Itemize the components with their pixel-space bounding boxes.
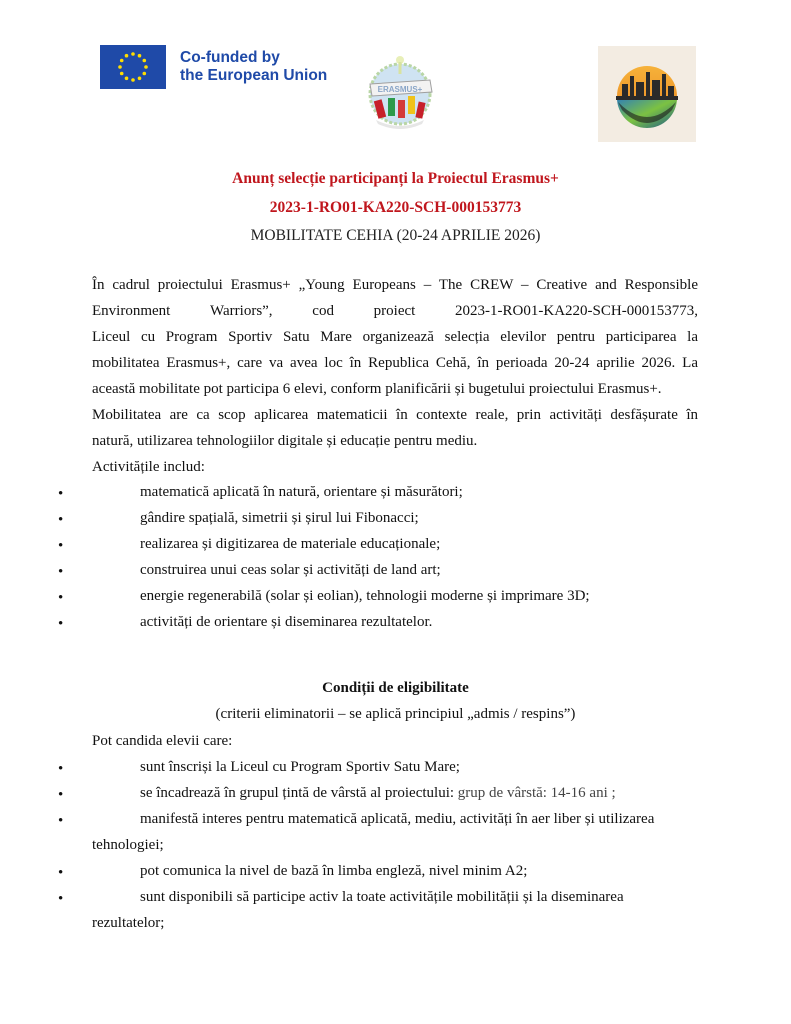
eligibility-item: sunt înscriși la Liceul cu Program Sportiv Satu Mare; — [140, 759, 460, 775]
eligibility-heading: Condiții de eligibilitate — [322, 680, 469, 696]
eligibility-item-continuation: tehnologiei; — [92, 837, 164, 853]
intro-project-code: 2023-1-RO01-KA220-SCH-000153773, — [455, 303, 698, 319]
intro-line-6: Mobilitatea are ca scop aplicarea matematicii în contexte reale, prin activități desfășurate în — [92, 407, 698, 423]
eligibility-item: pot comunica la nivel de bază în limba engleză, nivel minim A2; — [140, 863, 528, 879]
bullet-icon: • — [58, 486, 64, 502]
bullet-icon: • — [58, 787, 64, 803]
eligibility-item: manifestă interes pentru matematică aplicată, mediu, activități în aer liber și utilizarea — [140, 811, 655, 827]
age-group-value: grup de vârstă: 14-16 ani ; — [457, 785, 616, 801]
bullet-icon: • — [58, 865, 64, 881]
intro-line-7: natură, utilizarea tehnologiilor digitale și educație pentru mediu. — [92, 433, 478, 449]
erasmus-kids-logo-icon — [362, 50, 438, 132]
bullet-icon: • — [58, 564, 64, 580]
eligibility-item-text: se încadrează în grupul țintă de vârstă al proiectului: — [140, 785, 458, 801]
bullet-icon: • — [58, 590, 64, 606]
eligibility-item-continuation: rezultatelor; — [92, 915, 165, 931]
intro-word: Environment — [92, 303, 171, 319]
intro-word: proiect — [373, 303, 416, 319]
activity-item: realizarea și digitizarea de materiale educaționale; — [140, 536, 441, 552]
eu-flag-icon — [100, 45, 166, 89]
eu-logo-line2: the European Union — [180, 67, 328, 84]
intro-word: Warriors”, — [210, 303, 273, 319]
intro-line-3: Liceul cu Program Sportiv Satu Mare organizează selecția elevilor pentru participarea la — [92, 329, 698, 345]
eligibility-item: sunt disponibili să participe activ la toate activitățile mobilității și la diseminarea — [140, 889, 624, 905]
intro-line-4: mobilitatea Erasmus+, care va avea loc în Republica Cehă, în perioada 20-24 aprilie 2026. La — [92, 355, 698, 371]
mobility-subtitle: MOBILITATE CEHIA (20-24 APRILIE 2026) — [250, 227, 541, 244]
eligibility-intro: Pot candida elevii care: — [92, 733, 233, 749]
activity-item: activități de orientare și diseminarea rezultatelor. — [140, 614, 433, 630]
eu-logo-line1: Co-funded by — [180, 49, 280, 66]
announcement-title: Anunț selecție participanți la Proiectul Erasmus+ — [232, 170, 559, 187]
activity-item: matematică aplicată în natură, orientare și măsurători; — [140, 484, 463, 500]
bullet-icon: • — [58, 512, 64, 528]
bullet-icon: • — [58, 813, 64, 829]
intro-line-1: În cadrul proiectului Erasmus+ „Young Europeans – The CREW – Creative and Responsible — [92, 277, 698, 293]
eligibility-item — [140, 782, 616, 804]
crew-environment-logo-icon — [598, 46, 696, 142]
intro-line-2 — [92, 300, 698, 322]
bullet-icon: • — [58, 891, 64, 907]
activities-heading: Activitățile includ: — [92, 459, 205, 475]
bullet-icon: • — [58, 538, 64, 554]
activity-item: energie regenerabilă (solar și eolian), tehnologii moderne și imprimare 3D; — [140, 588, 590, 604]
activity-item: gândire spațială, simetrii și șirul lui Fibonacci; — [140, 510, 419, 526]
bullet-icon: • — [58, 761, 64, 777]
project-code-title: 2023-1-RO01-KA220-SCH-000153773 — [269, 199, 522, 216]
svg-text:ERASMUS+: ERASMUS+ — [377, 85, 423, 94]
bullet-icon: • — [58, 616, 64, 632]
activity-item: construirea unui ceas solar și activități de land art; — [140, 562, 441, 578]
eu-cofunded-logo — [100, 45, 340, 89]
intro-word: cod — [312, 303, 334, 319]
intro-line-5: această mobilitate pot participa 6 elevi, conform planificării și bugetului proiectului Erasmus+. — [92, 381, 662, 397]
eligibility-subheading: (criterii eliminatorii – se aplică principiul „admis / respins”) — [215, 706, 576, 722]
